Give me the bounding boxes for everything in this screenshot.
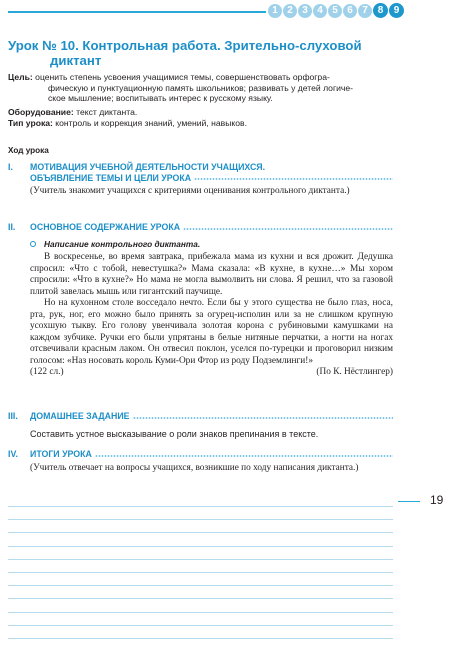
lesson-type-text: контроль и коррекция знаний, умений, навыков.: [52, 118, 247, 128]
pager-item-7: 7: [358, 4, 372, 18]
section-2-subheading-text: Написание контрольного диктанта.: [44, 239, 201, 249]
summary-text: [30, 463, 393, 475]
section-2-title: ОСНОВНОЕ СОДЕРЖАНИЕ УРОКА: [30, 222, 181, 232]
writing-line: [8, 506, 393, 507]
section-1-paragraph: (Учитель знакомит учащихся с критериями оценивания контрольного диктанта.): [30, 186, 350, 196]
writing-line: [8, 519, 393, 520]
pager-item-5: 5: [328, 4, 342, 18]
dictation-text: [30, 252, 393, 379]
pager-item-9: 9: [389, 3, 404, 18]
pager-item-6: 6: [343, 4, 357, 18]
dictation-paragraph-2: Но на кухонном столе восседало нечто. Если бы у этого существа не было глаз, носа, рта, рук, ног, его можно было принять за огурец-исполин или за не слишком крупную усохшую тыкву. Его голову увенчивала золотая корона с рубиновыми камушками на каждом зубчике. Ручки его были упрятаны в белые нитяные перчатки, а ногти на ногах отсвечивали красным лаком. Он отвесил поклон, уселся по-турецки и проговорил низким голосом: «Наз носовать король Куми-Ори Фтор из роду Подземлинги!»: [30, 298, 393, 366]
writing-line: [8, 572, 393, 573]
section-1-dots: [194, 177, 393, 181]
writing-line: [8, 612, 393, 613]
dictation-author: (По К. Нёстлингер): [316, 367, 393, 377]
section-3-title: ДОМАШНЕЕ ЗАДАНИЕ: [30, 411, 130, 421]
section-1-title-1: МОТИВАЦИЯ УЧЕБНОЙ ДЕЯТЕЛЬНОСТИ УЧАЩИХСЯ.: [30, 162, 266, 172]
section-4-dots: [95, 454, 393, 458]
section-4-title: ИТОГИ УРОКА: [30, 449, 92, 459]
writing-line: [8, 638, 393, 639]
word-count: (122 сл.): [30, 367, 64, 377]
lesson-title-line1: Урок № 10. Контрольная работа. Зрительно-слуховой: [8, 38, 362, 53]
section-1-title-2: ОБЪЯВЛЕНИЕ ТЕМЫ И ЦЕЛИ УРОКА: [30, 172, 192, 183]
header-rule: [8, 11, 266, 13]
summary-paragraph: (Учитель отвечает на вопросы учащихся, возникшие по ходу написания диктанта.): [30, 463, 359, 473]
section-3-number: III.: [8, 411, 18, 421]
goal-text-2: фическую и пунктуационную память школьников; развивать у детей логиче-: [48, 82, 354, 93]
pager-item-1: 1: [268, 4, 282, 18]
lesson-title: [8, 38, 388, 68]
goal-text-3: ское мышление; воспитывать интерес к русскому языку.: [48, 93, 273, 104]
page-pager: [268, 3, 404, 20]
section-4-number: IV.: [8, 449, 18, 459]
equipment-text: текст диктанта.: [73, 107, 138, 117]
progress-heading: Ход урока: [8, 146, 49, 155]
lesson-title-line2: диктант: [50, 53, 102, 68]
writing-line: [8, 585, 393, 586]
goal-text-1: оценить степень усвоения учащимися темы, совершенствовать орфогра-: [32, 72, 330, 82]
writing-line: [8, 559, 393, 560]
page-number-rule: [398, 501, 420, 502]
lesson-goal: [8, 72, 393, 104]
pager-item-4: 4: [313, 4, 327, 18]
lesson-equipment: [8, 107, 393, 118]
pager-item-2: 2: [283, 4, 297, 18]
pager-item-3: 3: [298, 4, 312, 18]
writing-line: [8, 598, 393, 599]
writing-line: [8, 546, 393, 547]
dictation-paragraph-1: В воскресенье, во время завтрака, прибежала мама из кухни и вся дрожит. Дедушка спросил: «Что с тобой, невестушка?» Мама сказала: «В кухне, в кухне…» Мы хором спросили: «Что в кухне?» Но мама не могла вымолвить ни слова. Я решил, что за газовой плитой завелась мышь или гигантский паучище.: [30, 252, 393, 297]
section-1-number: I.: [8, 162, 13, 172]
homework-text: Составить устное высказывание о роли знаков препинания в тексте.: [30, 429, 319, 439]
page-number: 19: [430, 493, 444, 507]
section-2-number: II.: [8, 222, 16, 232]
section-1-heading: [8, 162, 393, 183]
section-1-text: [30, 186, 393, 198]
bullet-icon: [30, 241, 36, 247]
section-3-dots: [133, 416, 393, 420]
section-2-dots: [183, 227, 393, 231]
section-4-heading: [8, 449, 393, 460]
writing-line: [8, 625, 393, 626]
goal-label: Цель:: [8, 72, 33, 82]
section-2-heading: [8, 222, 393, 233]
equipment-label: Оборудование:: [8, 107, 74, 117]
lesson-type: [8, 118, 393, 129]
section-3-heading: [8, 411, 393, 422]
pager-item-8: 8: [373, 3, 388, 18]
lesson-type-label: Тип урока:: [8, 118, 53, 128]
writing-line: [8, 532, 393, 533]
dictation-footer: [30, 367, 393, 379]
section-2-subheading: [30, 239, 200, 249]
